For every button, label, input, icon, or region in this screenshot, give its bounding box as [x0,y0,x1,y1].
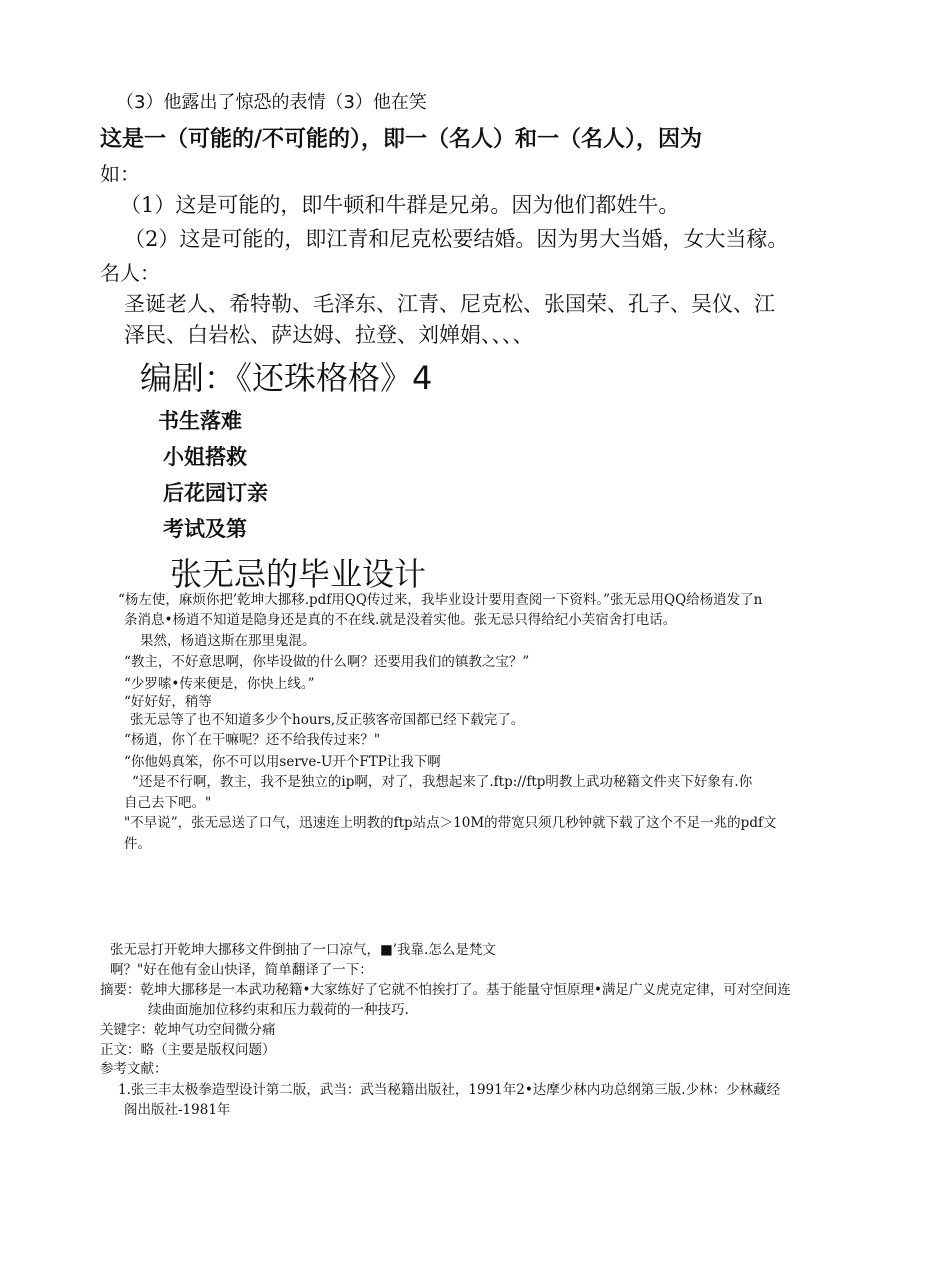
abstract-line: 续曲面施加位移约束和压力载荷的一种技巧. [148,1002,409,1018]
story-paragraph: “好好好，稍等 [124,694,212,710]
story-paragraph: 件。 [124,836,151,852]
story-paragraph: “教主，不好意思啊，你毕设做的什么啊？还要用我们的镇教之宝？” [124,654,530,670]
example-1: （1）这是可能的，即牛顿和牛群是兄弟。因为他们都姓牛。 [120,193,680,217]
story-paragraph: “你他妈真笨，你不可以用serve-U开个FTP让我下啊 [124,754,441,770]
script-item: 后花园订亲 [163,481,268,505]
references-label: 参考文献： [100,1061,168,1077]
keywords-line: 关键字：乾坤气功空间微分痛 [100,1022,276,1038]
example-2: （2）这是可能的，即江青和尼克松要结婚。因为男大当婚，女大当稼。 [124,227,789,251]
names-line-2: 泽民、白岩松、萨达姆、拉登、刘婵娟、、、、 [124,323,534,347]
script-item: 小姐搭救 [163,445,247,469]
pattern-heading: 这是一（可能的/不可能的），即一（名人）和一（名人），因为 [100,127,703,152]
story-paragraph: 张无忌等了也不知道多少个hours,反正骇客帝国都已经下载完了。 [130,712,525,728]
abstract-line: 摘要：乾坤大挪移是一本武功秘籍•大家练好了它就不怕挨打了。基于能量守恒原理•满足广义虎克定律，可对空间连 [100,982,791,998]
story-paragraph: “杨左使，麻烦你把’乾坤大挪移.pdf用QQ传过来，我毕业设计要用查阅一下资料。”张无忌用QQ给杨逍发了n [118,592,763,608]
story-paragraph: "不早说”，张无忌送了口气，迅速连上明教的ftp站点＞10M的带宽只须几秒钟就下载了这个不足一兆的pdf文 [124,815,777,831]
story-title: 张无忌的毕业设计 [170,555,427,593]
script-title: 编剧：《还珠格格》4 [140,359,433,397]
story-paragraph: 果然，杨逍这斯在那里鬼混。 [140,633,316,649]
reference-item: 1.张三丰太极拳造型设计第二版，武当：武当秘籍出版社，1991年2•达摩少林内功总纲第三版.少林：少林藏经 [118,1082,781,1098]
story-paragraph: “杨逍，你丫在干嘛呢？还不给我传过来？" [124,732,381,748]
reference-item: 阁出版社-1981年 [124,1102,231,1118]
body-line: 正文：略（主要是版权问题） [100,1042,276,1058]
story-paragraph: 自己去下吧。" [124,795,212,811]
story-paragraph: 张无忌打开乾坤大挪移文件倒抽了一口凉气，■’我靠.怎么是梵文 [110,942,496,958]
story-paragraph: 啊？"好在他有金山快译，简单翻译了一下： [110,962,373,978]
names-line-1: 圣诞老人、希特勒、毛泽东、江青、尼克松、张国荣、孔子、吴仪、江 [124,292,775,316]
story-paragraph: 条消息•杨逍不知道是隐身还是真的不在线.就是没着实他。张无忌只得给纪小芙宿舍打电话。 [124,612,677,628]
story-paragraph: “少罗嗦•传来便是，你快上线。” [124,676,315,692]
names-label: 名人： [100,261,160,285]
story-paragraph: “还是不行啊，教主，我不是独立的ip啊，对了，我想起来了.ftp://ftp明教上武功秘籍文件夹下好象有.你 [132,774,753,790]
expression-line: （3）他露出了惊恐的表情（3）他在笑 [116,92,427,113]
script-item: 书生落难 [158,409,242,433]
example-label: 如： [100,162,140,186]
script-item: 考试及第 [163,517,247,541]
